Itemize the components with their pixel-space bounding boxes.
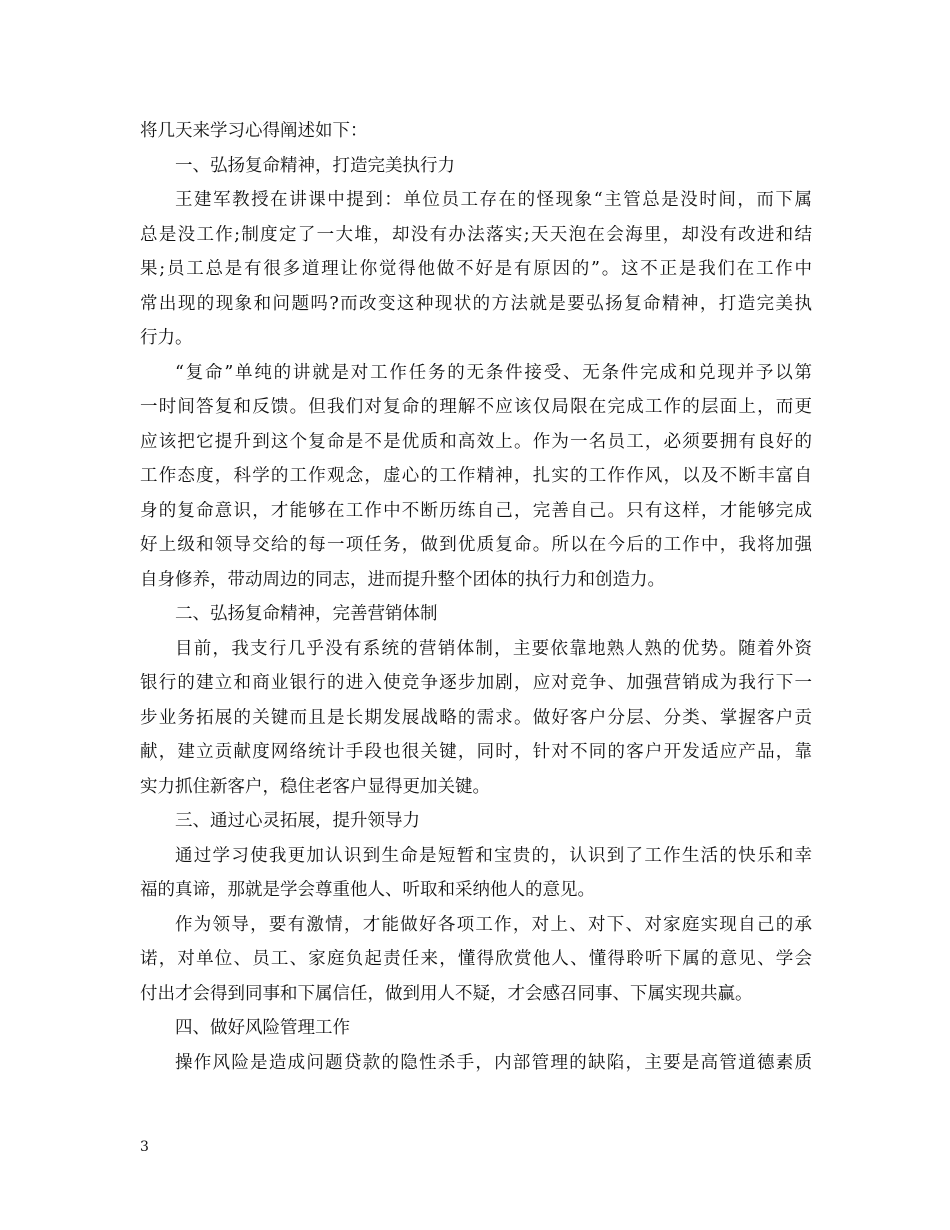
text-line: 通过学习使我更加认识到生命是短暂和宝贵的，认识到了工作生活的快乐和幸 (175, 845, 812, 866)
text-line: 四、做好风险管理工作 (175, 1018, 350, 1038)
text-line: 王建军教授在讲课中提到：单位员工存在的怪现象“主管总是没时间，而下属 (175, 190, 812, 210)
text-line: 一、弘扬复命精神，打造完美执行力 (175, 155, 455, 176)
text-line: 目前，我支行几乎没有系统的营销体制，主要依靠地熟人熟的优势。随着外资 (175, 638, 812, 659)
text-line: 付出才会得到同事和下属信任，做到用人不疑，才会感召同事、下属实现共赢。 (140, 983, 753, 1004)
text-line: 一时间答复和反馈。但我们对复命的理解不应该仅局限在完成工作的层面上，而更 (140, 397, 812, 417)
text-line: 实力抓住新客户，稳住老客户显得更加关键。 (140, 776, 490, 797)
text-line: 诺，对单位、员工、家庭负起责任来，懂得欣赏他人、懂得聆听下属的意见、学会 (140, 949, 812, 969)
text-line: 将几天来学习心得阐述如下： (140, 121, 368, 141)
text-line: “复命”单纯的讲就是对工作任务的无条件接受、无条件完成和兑现并予以第 (175, 362, 812, 383)
text-line: 福的真谛，那就是学会尊重他人、听取和采纳他人的意见。 (140, 880, 595, 900)
text-line: 工作态度，科学的工作观念，虚心的工作精神，扎实的工作作风，以及不断丰富自 (140, 466, 812, 486)
text-line: 行力。 (140, 328, 193, 348)
text-line: 操作风险是造成问题贷款的隐性杀手，内部管理的缺陷，主要是高管道德素质 (175, 1052, 812, 1073)
text-line: 身的复命意识，才能够在工作中不断历练自己，完善自己。只有这样，才能够完成 (140, 500, 812, 521)
text-line: 应该把它提升到这个复命是不是优质和高效上。作为一名员工，必须要拥有良好的 (140, 431, 812, 452)
text-line: 总是没工作;制度定了一大堆，却没有办法落实;天天泡在会海里，却没有改进和结 (140, 224, 812, 245)
document-body (140, 114, 812, 1080)
text-line: 作为领导，要有激情，才能做好各项工作，对上、对下、对家庭实现自己的承 (175, 914, 812, 935)
page-number: 3 (140, 1139, 149, 1155)
text-line: 常出现的现象和问题吗?而改变这种现状的方法就是要弘扬复命精神，打造完美执 (140, 293, 812, 314)
text-line: 果;员工总是有很多道理让你觉得他做不好是有原因的”。这不正是我们在工作中 (140, 259, 812, 279)
text-line: 自身修养，带动周边的同志，进而提升整个团体的执行力和创造力。 (140, 569, 665, 590)
text-line: 步业务拓展的关键而且是长期发展战略的需求。做好客户分层、分类、掌握客户贡 (140, 707, 812, 728)
text-line: 三、通过心灵拓展，提升领导力 (175, 811, 420, 831)
text-line: 好上级和领导交给的每一项任务，做到优质复命。所以在今后的工作中，我将加强 (140, 535, 812, 555)
text-line: 二、弘扬复命精神，完善营销体制 (175, 604, 438, 624)
text-line: 献，建立贡献度网络统计手段也很关键，同时，针对不同的客户开发适应产品，靠 (140, 742, 812, 762)
text-line: 银行的建立和商业银行的进入使竞争逐步加剧，应对竞争、加强营销成为我行下一 (140, 673, 812, 693)
